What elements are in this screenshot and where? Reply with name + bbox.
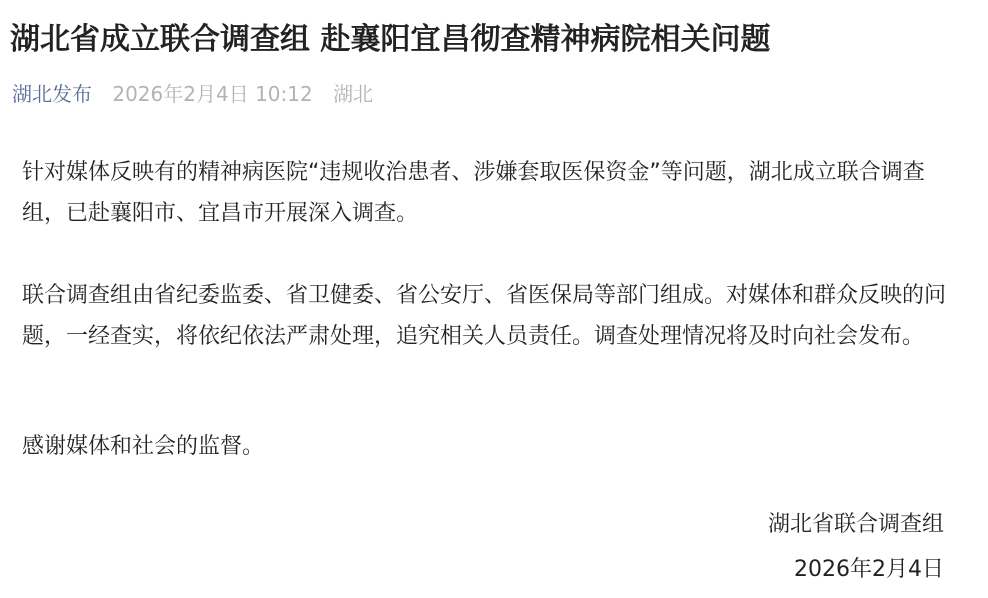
publish-location: 湖北	[333, 82, 374, 106]
account-name-link[interactable]: 湖北发布	[12, 82, 92, 106]
paragraph-1: 针对媒体反映有的精神病医院“违规收治患者、涉嫌套取医保资金”等问题，湖北成立联合调查组，已赴襄阳市、宜昌市开展深入调查。	[22, 160, 925, 226]
signature-organization: 湖北省联合调查组	[767, 512, 944, 537]
publish-datetime: 2026年2月4日 10:12	[112, 82, 313, 106]
paragraph-3: 感谢媒体和社会的监督。	[22, 434, 265, 459]
article-title: 湖北省成立联合调查组 赴襄阳宜昌彻查精神病院相关问题	[10, 22, 771, 57]
article-meta	[12, 79, 387, 109]
signature-date: 2026年2月4日	[794, 557, 944, 582]
paragraph-2: 联合调查组由省纪委监委、省卫健委、省公安厅、省医保局等部门组成。对媒体和群众反映的问题，一经查实，将依纪依法严肃处理，追究相关人员责任。调查处理情况将及时向社会发布。	[22, 283, 947, 349]
